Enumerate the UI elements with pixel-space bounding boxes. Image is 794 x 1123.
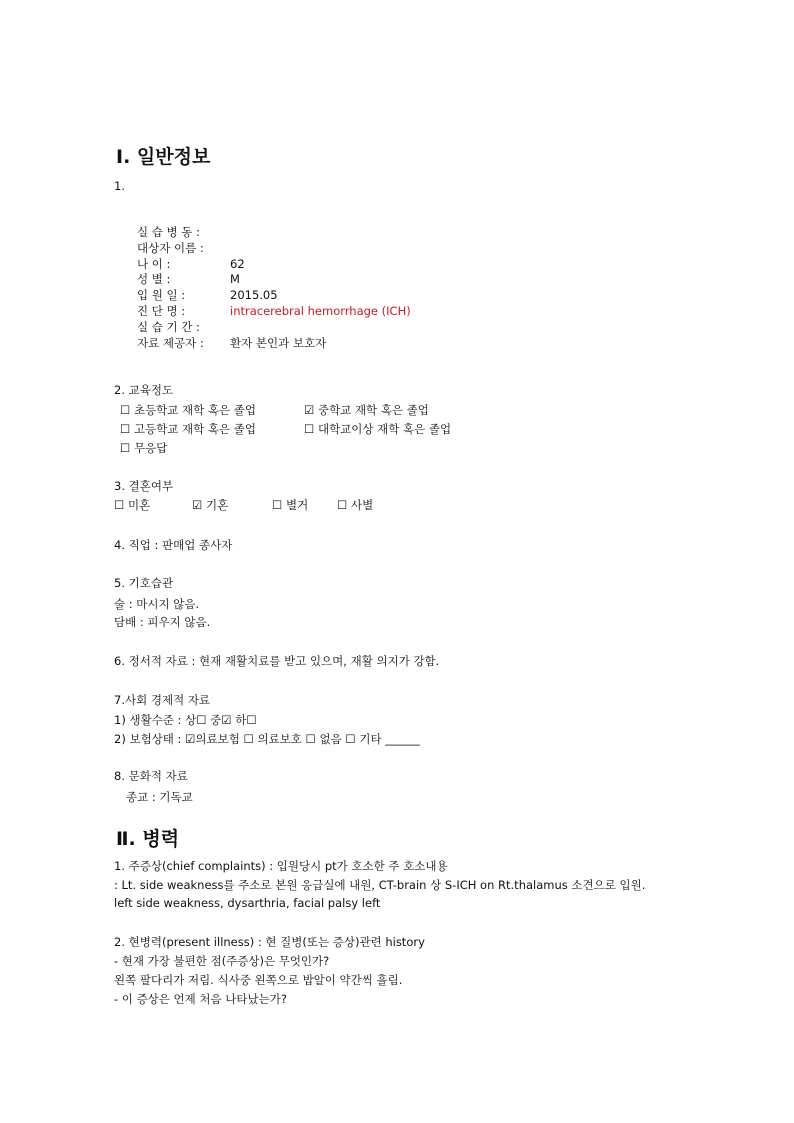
diagnosis-value: intracerebral hemorrhage (ICH) [230, 304, 411, 318]
marital-option[interactable]: ☑ 기혼 [192, 498, 229, 512]
marital-option[interactable]: ☐ 사별 [337, 498, 374, 512]
history-line: left side weakness, dysarthria, facial palsy left [114, 896, 381, 910]
info-label: 입 원 일 : [137, 288, 186, 302]
education-option[interactable]: ☐ 대학교이상 재학 혹은 졸업 [304, 422, 452, 436]
socioeconomic-line: 2) 보험상태 : ☑의료보험 ☐ 의료보호 ☐ 없음 ☐ 기타 ______ [114, 732, 420, 746]
history-line: - 이 증상은 언제 처음 나타났는가? [114, 992, 287, 1006]
socioeconomic-line: 1) 생활수준 : 상☐ 중☑ 하☐ [114, 713, 257, 727]
info-value: 2015.05 [230, 288, 278, 302]
item-2-title: 2. 교육정도 [114, 383, 174, 397]
item-3-title: 3. 결혼여부 [114, 479, 174, 493]
item-8-title: 8. 문화적 자료 [114, 769, 188, 783]
item-1-number: 1. [114, 179, 125, 193]
info-label: 실 습 기 간 : [137, 320, 200, 334]
education-option[interactable]: ☑ 중학교 재학 혹은 졸업 [304, 403, 429, 417]
info-label: 성 별 : [137, 272, 171, 286]
history-line: 2. 현병력(present illness) : 현 질병(또는 증상)관련 history [114, 935, 425, 949]
marital-option[interactable]: ☐ 별거 [272, 498, 309, 512]
history-line: 왼쪽 팔다리가 저림. 식사중 왼쪽으로 밥알이 약간씩 흘림. [114, 973, 403, 987]
info-label: 실 습 병 동 : [137, 225, 200, 239]
item-4-title: 4. 직업 : 판매업 종사자 [114, 538, 233, 552]
marital-option[interactable]: ☐ 미혼 [114, 498, 151, 512]
info-value: M [230, 272, 240, 286]
section-2-heading: Ⅱ. 병력 [116, 828, 180, 850]
section-1-heading: Ⅰ. 일반정보 [116, 146, 211, 168]
habit-line: 담배 : 피우지 않음. [114, 615, 211, 629]
religion-line: 종교 : 기독교 [126, 790, 193, 804]
education-option[interactable]: ☐ 초등학교 재학 혹은 졸업 [120, 403, 257, 417]
item-6-title: 6. 정서적 자료 : 현재 재활치료를 받고 있으며, 재활 의지가 강함. [114, 654, 440, 668]
info-label: 진 단 명 : [137, 304, 186, 318]
info-label: 나 이 : [137, 257, 171, 271]
history-line: - 현재 가장 불편한 점(주증상)은 무엇인가? [114, 954, 330, 968]
info-value: 62 [230, 257, 245, 271]
item-5-title: 5. 기호습관 [114, 576, 174, 590]
item-7-title: 7.사회 경제적 자료 [114, 693, 211, 707]
info-label: 자료 제공자 : [137, 336, 204, 350]
history-line: : Lt. side weakness를 주소로 본원 응급실에 내원, CT-brain 상 S-ICH on Rt.thalamus 소견으로 입원. [114, 878, 646, 892]
info-label: 대상자 이름 : [137, 241, 204, 255]
history-line: 1. 주증상(chief complaints) : 입원당시 pt가 호소한 주 호소내용 [114, 859, 448, 873]
habit-line: 술 : 마시지 않음. [114, 597, 200, 611]
info-value: 환자 본인과 보호자 [230, 336, 327, 350]
education-option[interactable]: ☐ 고등학교 재학 혹은 졸업 [120, 422, 257, 436]
education-option[interactable]: ☐ 무응답 [120, 441, 168, 455]
